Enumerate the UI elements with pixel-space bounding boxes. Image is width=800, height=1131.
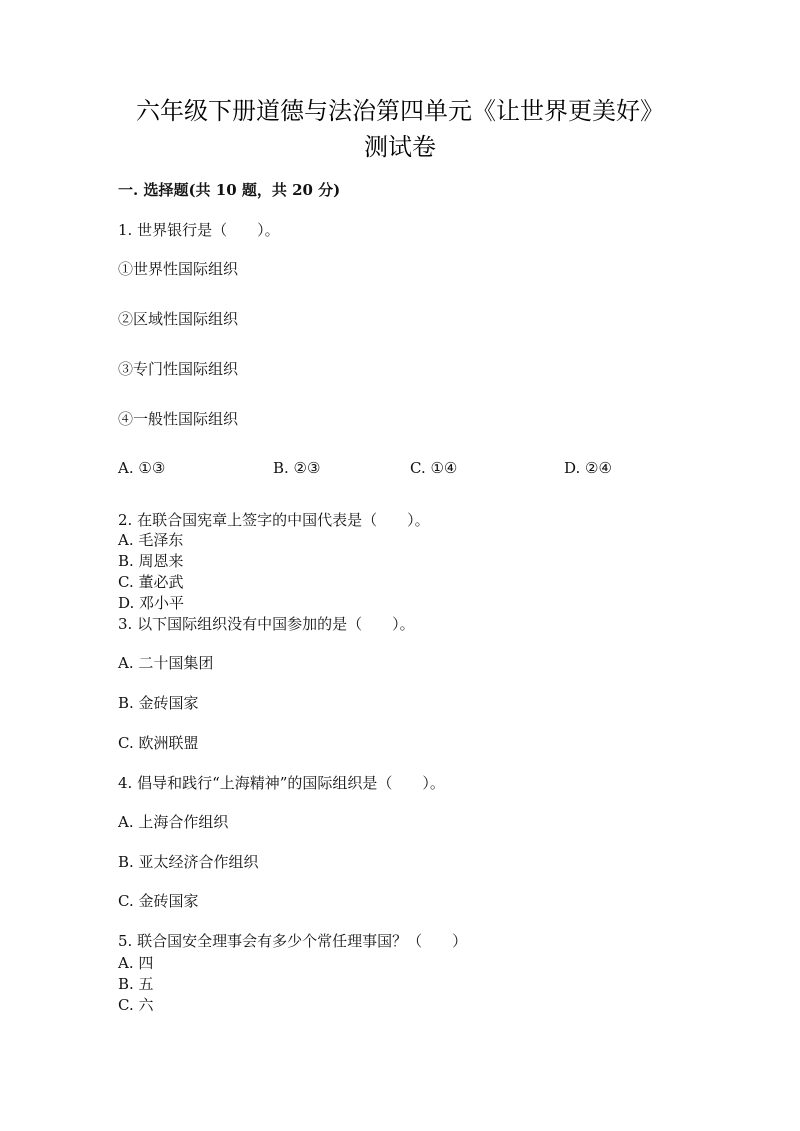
- question-1-item-1: ①世界性国际组织: [118, 260, 239, 278]
- question-1-option-c: C. ①④: [410, 459, 458, 477]
- question-1-item-3: ③专门性国际组织: [118, 360, 239, 378]
- question-2-option-d: D. 邓小平: [118, 594, 185, 612]
- question-2-stem: 2. 在联合国宪章上签字的中国代表是（ ）。: [118, 511, 430, 529]
- question-2-option-a: A. 毛泽东: [118, 531, 184, 549]
- question-5-option-a: A. 四: [118, 954, 154, 972]
- question-1-option-a: A. ①③: [118, 459, 166, 477]
- question-3-option-b: B. 金砖国家: [118, 694, 199, 712]
- question-1-item-4: ④一般性国际组织: [118, 410, 239, 428]
- question-5-stem: 5. 联合国安全理事会有多少个常任理事国？（ ）: [118, 932, 468, 950]
- question-1-stem: 1. 世界银行是（ ）。: [118, 221, 280, 239]
- question-1-option-b: B. ②③: [273, 459, 321, 477]
- question-3-option-a: A. 二十国集团: [118, 654, 214, 672]
- question-2-option-b: B. 周恩来: [118, 552, 184, 570]
- question-1-item-2: ②区域性国际组织: [118, 310, 239, 328]
- question-3-stem: 3. 以下国际组织没有中国参加的是（ ）。: [118, 615, 415, 633]
- question-4-option-a: A. 上海合作组织: [118, 813, 229, 831]
- question-2-option-c: C. 董必武: [118, 573, 184, 591]
- question-5-option-b: B. 五: [118, 975, 154, 993]
- question-4-stem: 4. 倡导和践行“上海精神”的国际组织是（ ）。: [118, 774, 445, 792]
- page-title-line1: 六年级下册道德与法治第四单元《让世界更美好》: [136, 97, 664, 125]
- section-heading: 一. 选择题(共 10 题，共 20 分): [118, 181, 341, 199]
- question-5-option-c: C. 六: [118, 996, 154, 1014]
- question-4-option-c: C. 金砖国家: [118, 892, 199, 910]
- question-1-option-d: D. ②④: [564, 459, 612, 477]
- question-4-option-b: B. 亚太经济合作组织: [118, 853, 259, 871]
- page-title-line2: 测试卷: [364, 133, 436, 161]
- question-3-option-c: C. 欧洲联盟: [118, 734, 199, 752]
